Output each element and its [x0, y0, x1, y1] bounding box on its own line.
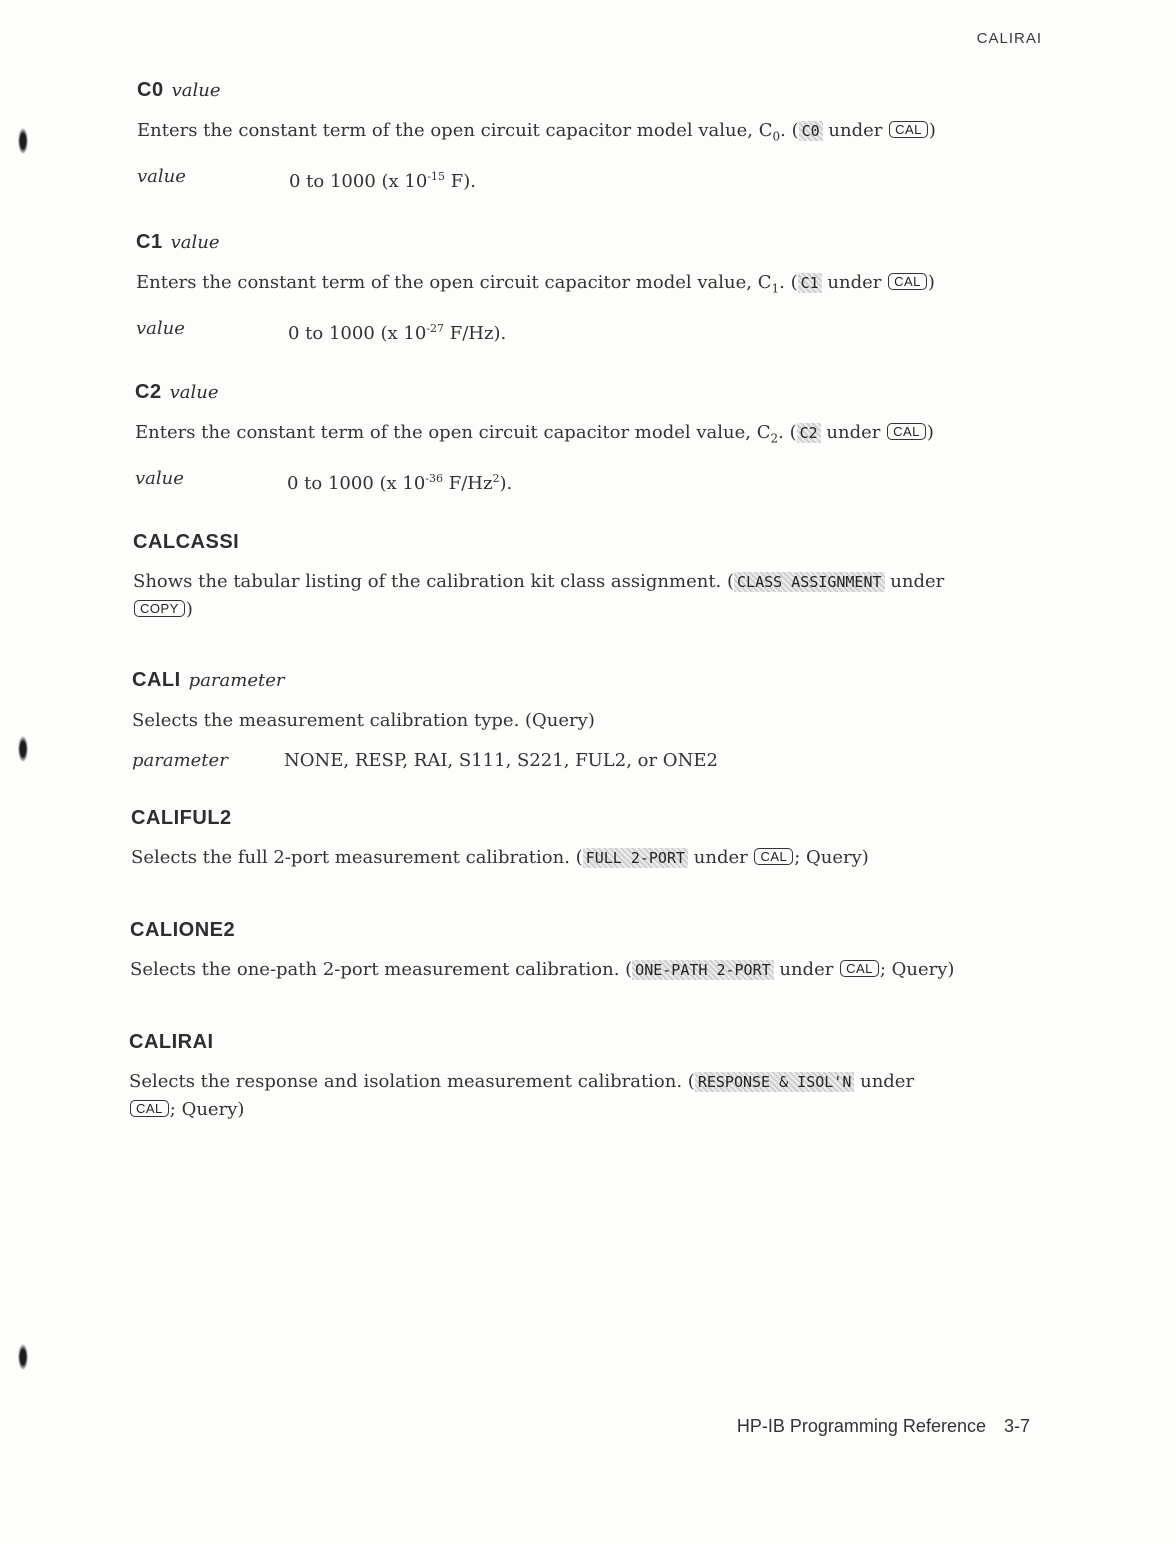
hardkey-label: CAL	[130, 1100, 169, 1117]
hardkey-label: CAL	[887, 423, 926, 440]
parameter-range: 0 to 1000 (x $10^{-36}$ F/Hz$^2$).	[287, 471, 513, 494]
softkey-label: C0	[799, 121, 823, 141]
command-description: Selects the one-path 2-port measurement calibration. ( ONE-PATH 2-PORT under CAL ; Query)	[130, 959, 955, 980]
command-description: Enters the constant term of the open circuit capacitor model value, $C_2$. ( C2 under CAL )	[135, 422, 934, 446]
binder-hole-mark	[18, 128, 28, 154]
command-argument: value	[169, 382, 219, 403]
hardkey-label: COPY	[134, 600, 185, 617]
command-description: Selects the response and isolation measurement calibration. ( RESPONSE & ISOL'N under CAL ; Query)	[129, 1071, 915, 1120]
parameter-name: value	[136, 317, 185, 339]
parameter-values: NONE, RESP, RAI, S111, S221, FUL2, or ONE2	[284, 750, 718, 771]
command-heading: CALIFUL2	[131, 807, 232, 829]
command-heading: CALIONE2	[130, 919, 236, 941]
softkey-label: FULL 2-PORT	[583, 848, 688, 868]
entry-c0	[137, 78, 1057, 196]
footer-title: HP-IB Programming Reference	[736, 1416, 986, 1436]
parameter-name: value	[137, 165, 186, 187]
command-heading: C0 value	[137, 79, 221, 101]
parameter-range: 0 to 1000 (x $10^{-15}$ F).	[289, 169, 476, 192]
page-footer	[737, 1416, 1030, 1437]
command-heading: C2 value	[135, 381, 219, 403]
command-argument: value	[171, 80, 221, 101]
entry-calcassi	[133, 530, 1053, 625]
hardkey-label: CAL	[889, 121, 928, 138]
softkey-label: CLASS ASSIGNMENT	[734, 572, 885, 592]
command-argument: parameter	[188, 670, 285, 691]
command-heading: CALCASSI	[133, 531, 240, 553]
parameter-range: 0 to 1000 (x $10^{-27}$ F/Hz).	[288, 321, 507, 344]
binder-hole-mark	[18, 736, 28, 762]
entry-c1	[136, 230, 1056, 348]
command-description: Enters the constant term of the open circuit capacitor model value, $C_1$. ( C1 under CAL )	[136, 272, 935, 296]
softkey-label: C2	[797, 423, 821, 443]
softkey-label: ONE-PATH 2-PORT	[632, 960, 773, 980]
parameter-row	[135, 465, 1055, 498]
softkey-label: RESPONSE & ISOL'N	[695, 1072, 855, 1092]
command-description: Selects the measurement calibration type. (Query)	[132, 710, 595, 731]
command-description: Enters the constant term of the open circuit capacitor model value, $C_0$. ( C0 under CAL )	[137, 120, 936, 144]
entry-cali	[132, 668, 1052, 775]
hardkey-label: CAL	[840, 960, 879, 977]
hardkey-label: CAL	[754, 848, 793, 865]
page-number: 3-7	[1003, 1416, 1030, 1436]
command-heading: CALIRAI	[129, 1031, 214, 1053]
entry-califul2	[131, 806, 1051, 873]
parameter-name: parameter	[132, 750, 228, 771]
parameter-name: value	[135, 467, 184, 489]
binder-hole-mark	[18, 1344, 28, 1370]
command-argument: value	[170, 232, 220, 253]
entry-calione2	[130, 918, 1050, 985]
command-heading: CALI parameter	[132, 669, 285, 691]
running-head: CALIRAI	[976, 30, 1042, 47]
entry-calirai	[129, 1030, 1049, 1125]
command-heading: C1 value	[136, 231, 220, 253]
command-description: Selects the full 2-port measurement calibration. ( FULL 2-PORT under CAL ; Query)	[131, 847, 869, 868]
entry-c2	[135, 380, 1055, 498]
parameter-row	[132, 747, 1052, 775]
command-description: Shows the tabular listing of the calibration kit class assignment. ( CLASS ASSIGNMENT under COPY )	[133, 571, 945, 620]
hardkey-label: CAL	[888, 273, 927, 290]
softkey-label: C1	[798, 273, 822, 293]
parameter-row	[137, 163, 1057, 196]
parameter-row	[136, 315, 1056, 348]
